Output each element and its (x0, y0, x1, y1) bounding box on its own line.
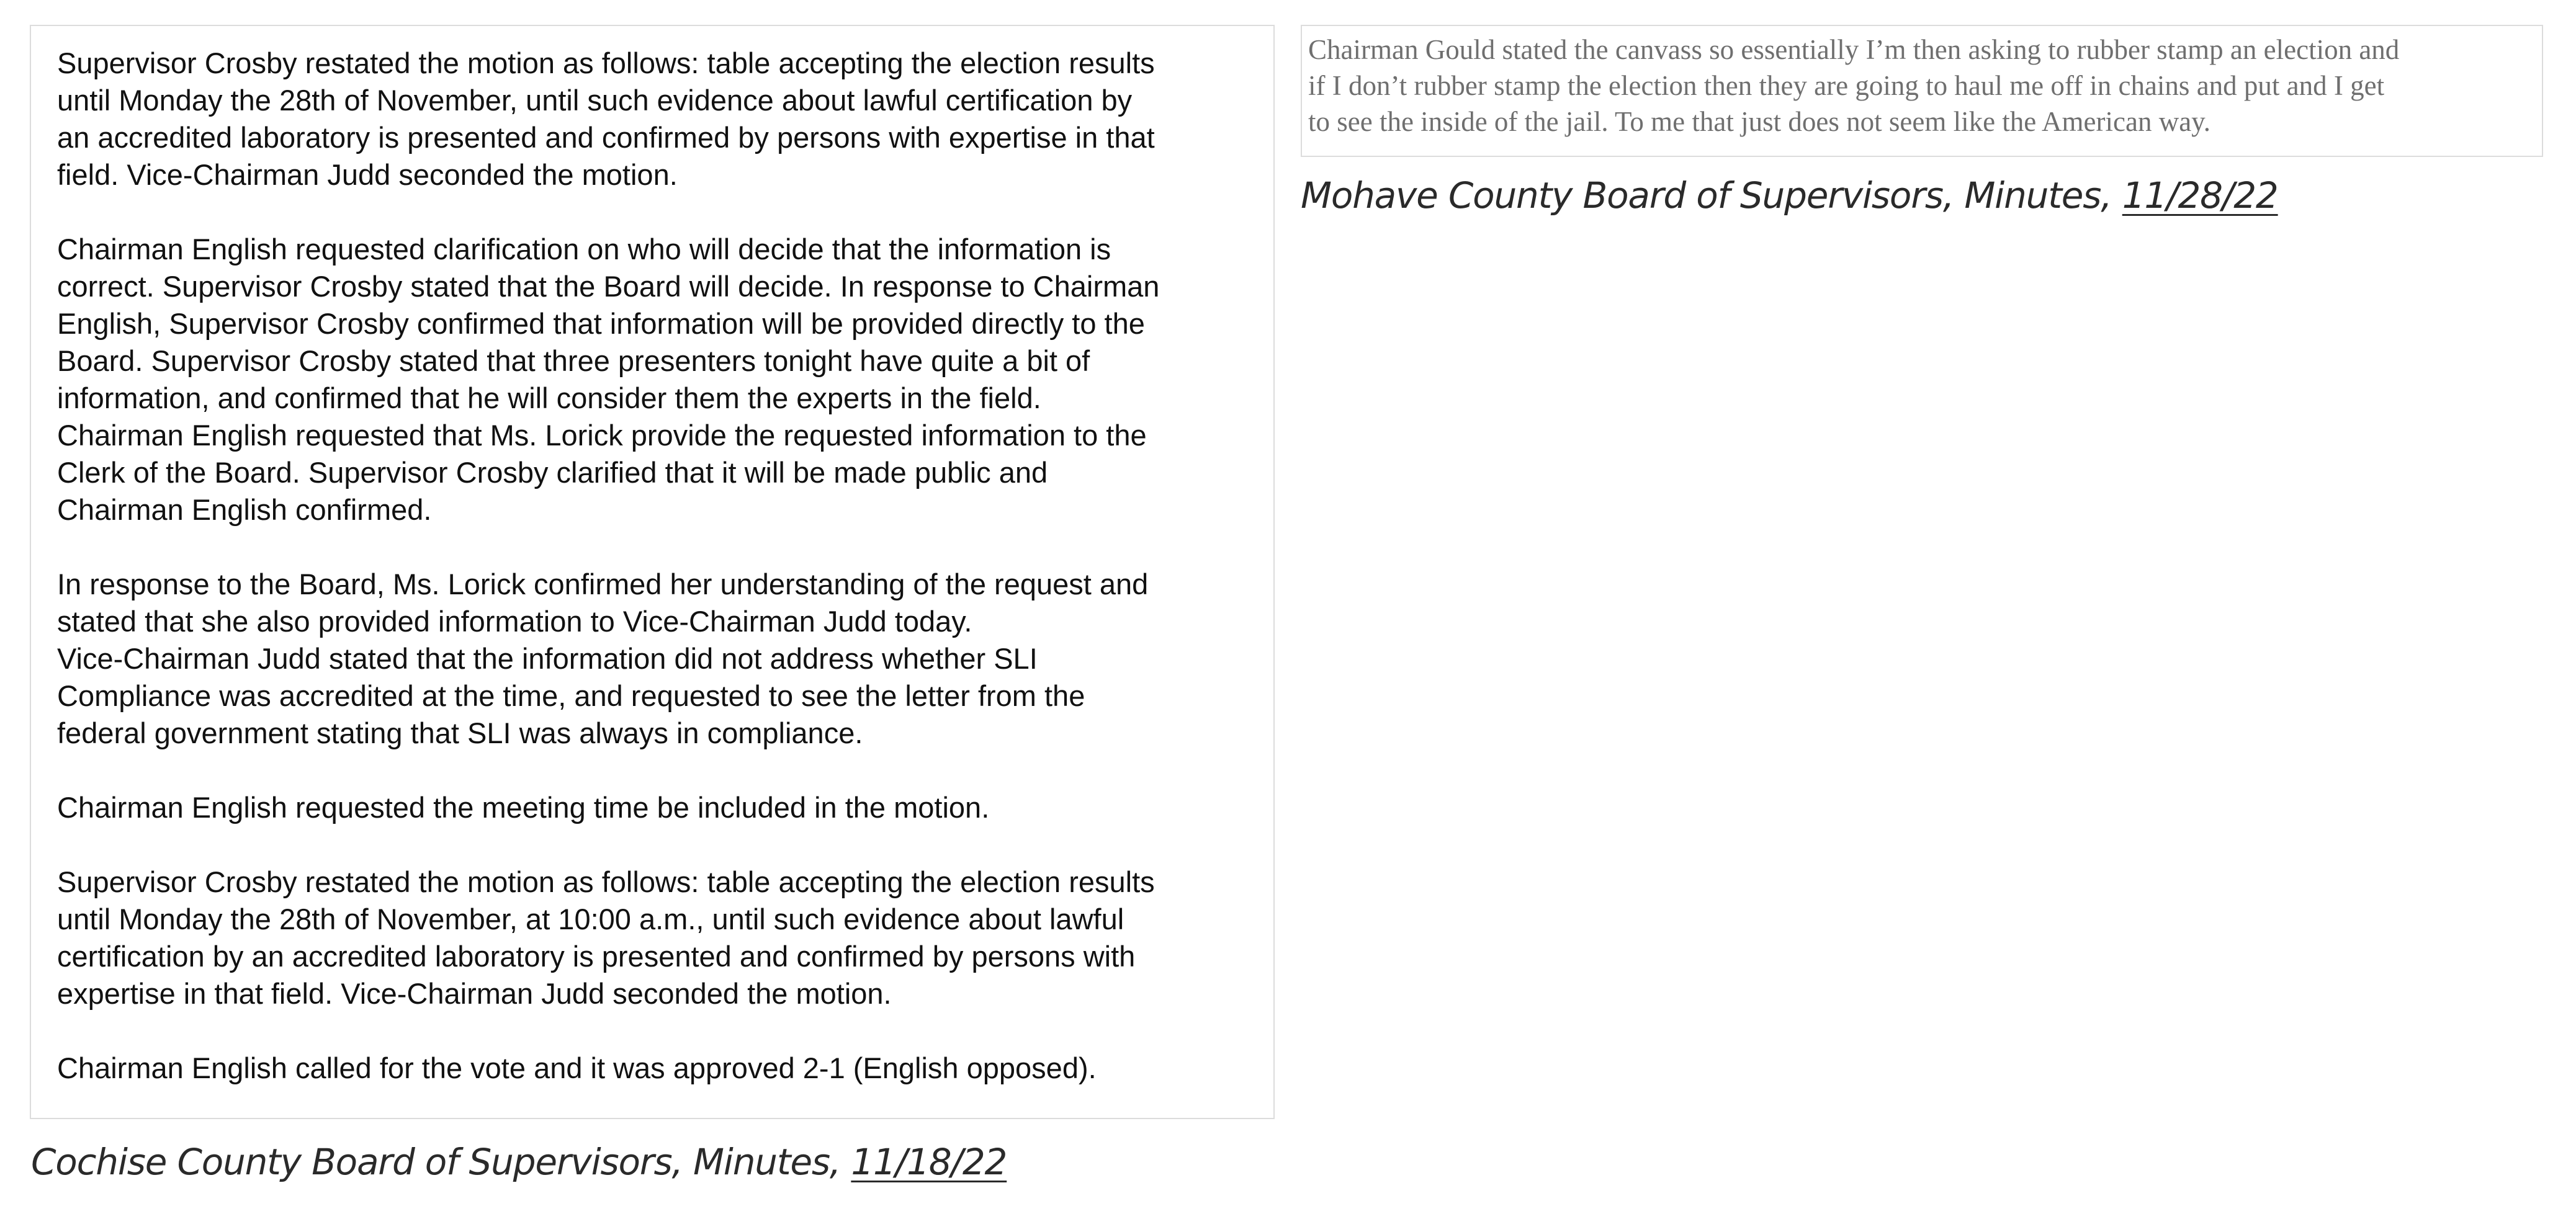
cochise-paragraph-5: Supervisor Crosby restated the motion as follows: table accepting the election results until Monday the 28th of November, at 10:00 a.m., until such evidence about lawful certification by an accredited laboratory is presented and confirmed by persons with expertise in that field. Vice-Chairman Judd seconded the motion. (57, 865, 1155, 1010)
mohave-caption-text: Mohave County Board of Supervisors, Minutes, (1301, 174, 2122, 217)
mohave-caption (1301, 174, 2278, 217)
cochise-paragraph-6: Chairman English called for the vote and it was approved 2-1 (English opposed). (57, 1052, 1097, 1084)
cochise-paragraph-3: In response to the Board, Ms. Lorick confirmed her understanding of the request and stated that she also provided information to Vice-Chairman Judd today. Vice-Chairman Judd stated that the information did not address whether SLI Compliance was accredited at the time, and requested to see the letter from the federal government stating that SLI was always in compliance. (57, 568, 1149, 749)
cochise-paragraph-1: Supervisor Crosby restated the motion as follows: table accepting the election results until Monday the 28th of November, until such evidence about lawful certification by an accredited laboratory is presented and confirmed by persons with expertise in that field. Vice-Chairman Judd seconded the motion. (57, 47, 1155, 191)
cochise-caption (31, 1140, 1007, 1184)
cochise-caption-text: Cochise County Board of Supervisors, Minutes, (31, 1141, 851, 1183)
mohave-caption-date-link[interactable]: 11/28/22 (2122, 174, 2278, 217)
cochise-caption-date-link[interactable]: 11/18/22 (851, 1141, 1007, 1183)
cochise-minutes-excerpt (30, 25, 1275, 1119)
mohave-quote: Chairman Gould stated the canvass so essentially I’m then asking to rubber stamp an election and if I don’t rubber stamp the election then they are going to haul me off in chains and put and I get to see the inside of the jail. To me that just does not seem like the American way. (1308, 34, 2400, 137)
mohave-minutes-excerpt (1301, 25, 2543, 157)
cochise-paragraph-4: Chairman English requested the meeting time be included in the motion. (57, 791, 990, 824)
cochise-paragraph-2: Chairman English requested clarification on who will decide that the information is correct. Supervisor Crosby stated that the Board will decide. In response to Chairman English, Supervisor Crosby confirmed that information will be provided directly to the Board. Supervisor Crosby stated that three presenters tonight have quite a bit of information, and confirmed that he will consider them the experts in the field. Chairman English requested that Ms. Lorick provide the requested information to the Clerk of the Board. Supervisor Crosby clarified that it will be made public and Chairman English confirmed. (57, 233, 1160, 526)
